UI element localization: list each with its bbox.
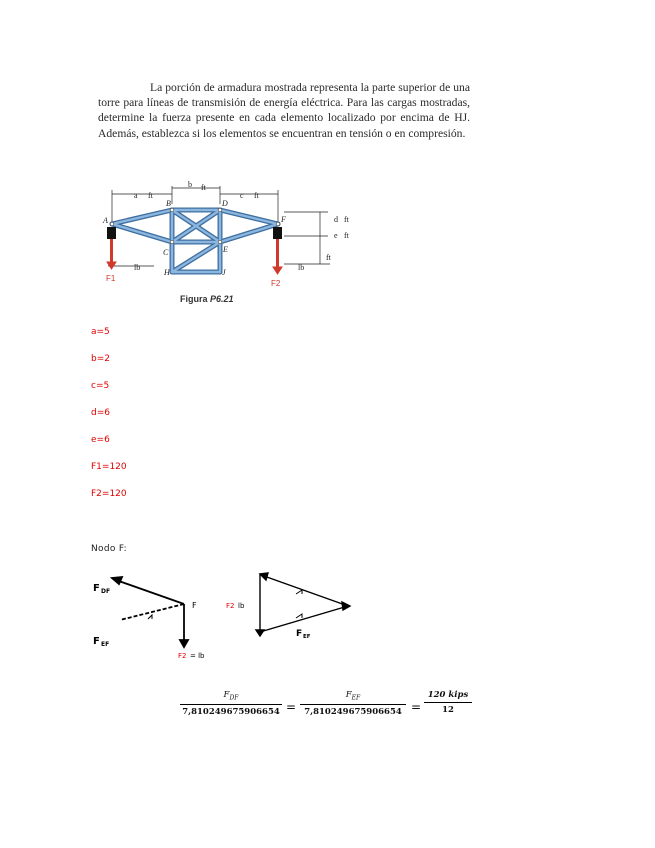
dim-d-unit: ft bbox=[344, 215, 349, 224]
insulator-left bbox=[107, 227, 116, 239]
node-C-label: C bbox=[163, 248, 169, 257]
node-E-label: E bbox=[223, 245, 228, 254]
node-F-label: F bbox=[281, 215, 286, 224]
insulator-right bbox=[273, 227, 282, 239]
load-2-label: F2 bbox=[271, 279, 281, 288]
dim-e-label: e bbox=[334, 231, 338, 240]
fbd-fef-sub: EF bbox=[101, 641, 110, 648]
dim-c-unit: ft bbox=[254, 191, 259, 200]
node-f-title: Nodo F: bbox=[91, 544, 127, 554]
dim-h-unit: ft bbox=[326, 253, 331, 262]
given-b: b=2 bbox=[91, 354, 110, 364]
den-fef: 7,810249675906654 bbox=[304, 706, 402, 717]
equation bbox=[180, 690, 480, 726]
truss-figure bbox=[98, 176, 368, 311]
fraction-fef bbox=[300, 690, 406, 717]
problem-statement bbox=[98, 80, 470, 141]
tri-fef-sub: EF bbox=[303, 634, 311, 640]
given-c: c=5 bbox=[91, 381, 110, 391]
node-H-label: H bbox=[164, 268, 170, 277]
num-fdf: F bbox=[223, 690, 230, 700]
force-triangle-drawing bbox=[226, 570, 356, 640]
load-2-unit: lb bbox=[298, 263, 305, 272]
load-1-unit: lb bbox=[134, 263, 141, 272]
fbd-node-f-label: F bbox=[192, 601, 197, 610]
fraction-load bbox=[424, 690, 472, 715]
node-A-label: A bbox=[103, 216, 108, 225]
den-fdf: 7,810249675906654 bbox=[182, 706, 280, 717]
free-body-drawing bbox=[90, 570, 215, 665]
given-f2: F2=120 bbox=[91, 489, 127, 499]
figure-caption-prefix: Figura bbox=[180, 294, 208, 304]
dim-c-label: c bbox=[240, 191, 244, 200]
fbd-fef-label: F bbox=[93, 636, 100, 647]
tri-load-value: lb bbox=[238, 602, 245, 610]
given-f1: F1=120 bbox=[91, 462, 127, 472]
fbd-fdf-label: F bbox=[93, 583, 100, 594]
num-load: 120 kips bbox=[427, 690, 469, 700]
node-J-label: J bbox=[222, 268, 226, 277]
problem-text: La porción de armadura mostrada representa la parte superior de una torre para líneas de transmisión de energía eléctrica. Para las cargas mostradas, determine la fuerza presente en cada elemento localizado por encima de HJ. Además, establezca si los elementos se encuentran en tensión o en compresión. bbox=[98, 81, 470, 140]
free-body-diagram bbox=[90, 570, 215, 665]
force-triangle bbox=[226, 570, 356, 640]
dim-b-unit: ft bbox=[201, 183, 206, 192]
figure-caption-number: P6.21 bbox=[210, 294, 234, 304]
fbd-load-value: = lb bbox=[190, 652, 205, 660]
dim-e-unit: ft bbox=[344, 231, 349, 240]
truss-drawing bbox=[98, 176, 368, 311]
fbd-load-label: F2 bbox=[178, 652, 187, 660]
tri-load-label: F2 bbox=[226, 602, 235, 610]
num-fef-sub: EF bbox=[351, 694, 361, 702]
equals-sign-2: = bbox=[411, 700, 422, 714]
node-D-label: D bbox=[222, 199, 228, 208]
num-fef: F bbox=[345, 690, 352, 700]
given-d: d=6 bbox=[91, 408, 110, 418]
figure-caption bbox=[180, 294, 234, 304]
tri-fef-label: F bbox=[296, 629, 303, 639]
fbd-fdf-sub: DF bbox=[101, 588, 111, 595]
given-e: e=6 bbox=[91, 435, 110, 445]
node-B-label: B bbox=[166, 199, 171, 208]
dim-a-label: a bbox=[134, 191, 138, 200]
equals-sign-1: = bbox=[286, 700, 297, 714]
num-fdf-sub: DF bbox=[229, 694, 239, 702]
given-a: a=5 bbox=[91, 327, 110, 337]
dim-a-unit: ft bbox=[148, 191, 153, 200]
dim-d-label: d bbox=[334, 215, 338, 224]
load-1-label: F1 bbox=[106, 274, 116, 283]
den-load: 12 bbox=[442, 705, 454, 715]
fraction-fdf bbox=[180, 690, 282, 717]
dim-b-label: b bbox=[188, 180, 192, 189]
